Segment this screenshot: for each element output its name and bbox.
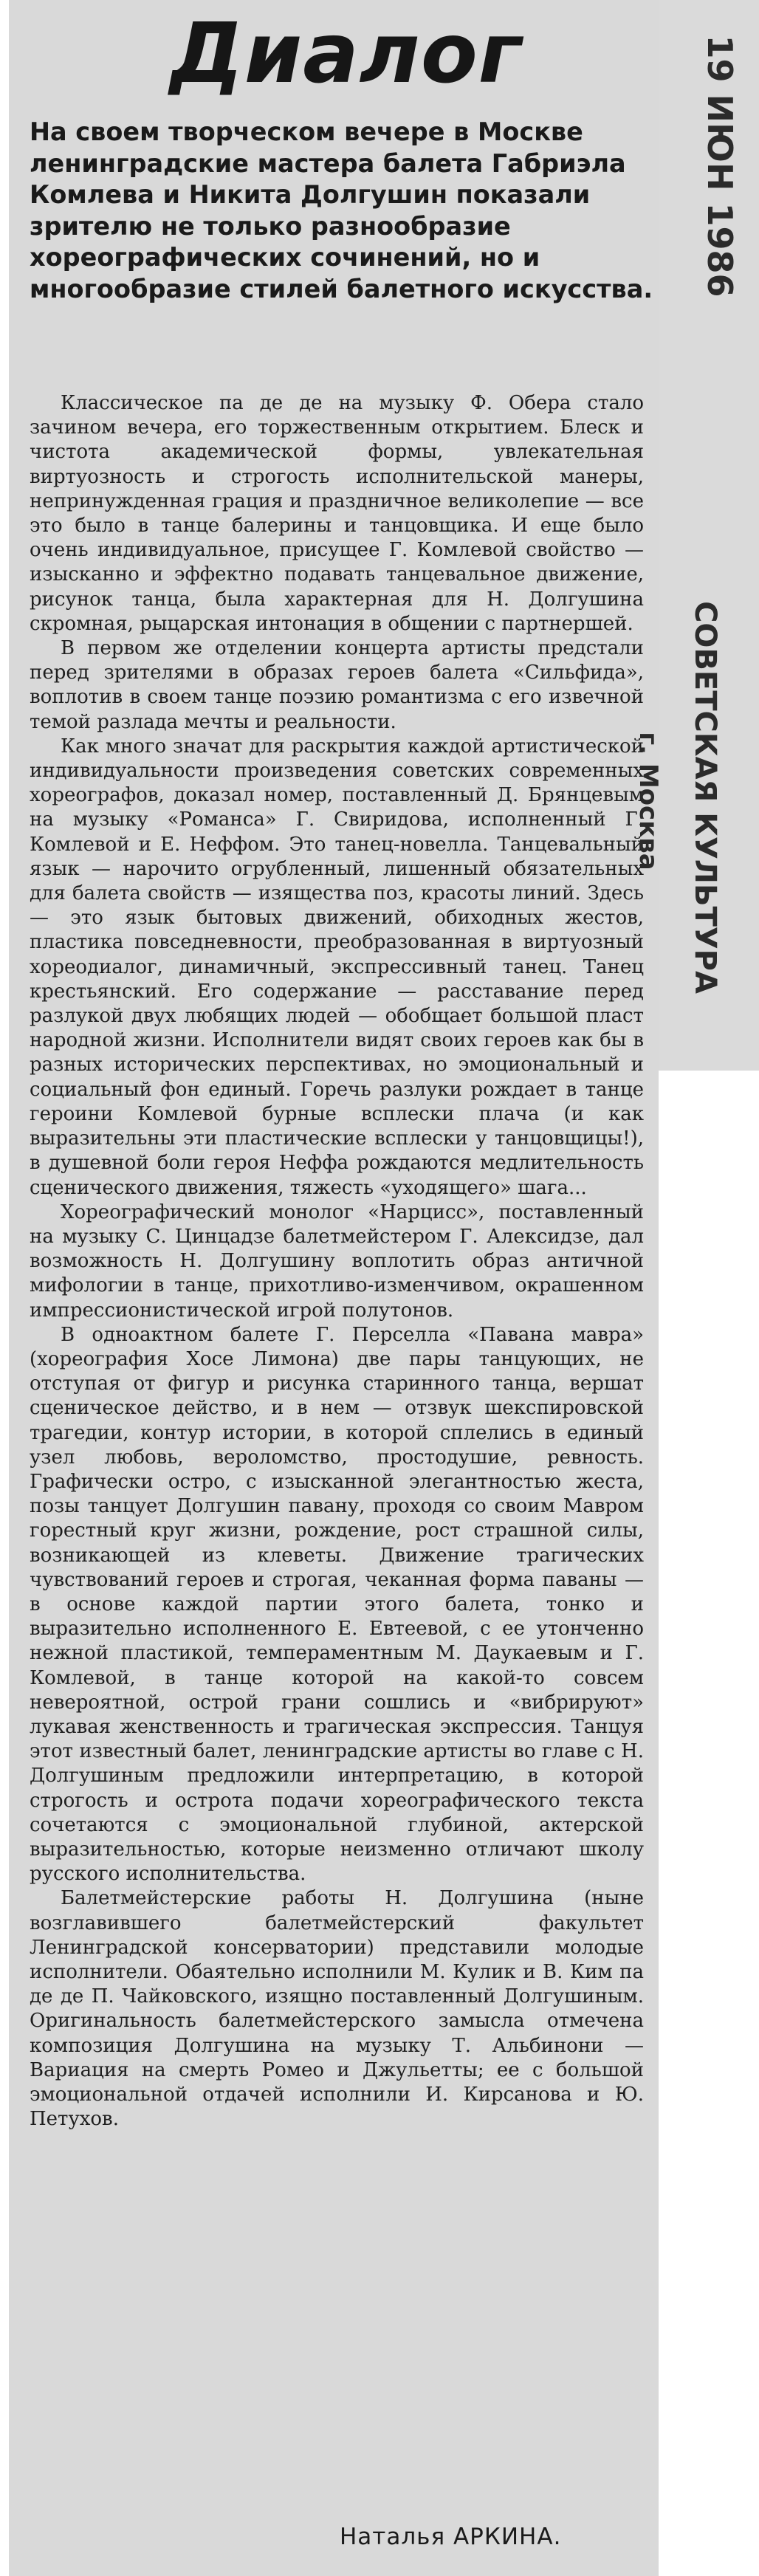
paragraph: Хореографический монолог «Нарцисс», поставленный на музыку С. Цинцадзе балетмейстером Г. Алексидзе, дал возможность Н. Долгушину воплотить образ античной мифологии в танце, прихотливо-изменчивом, окрашенном импрессионистической игрой полутонов. (30, 1201, 644, 1322)
city-stamp: г. Москва (633, 732, 663, 870)
paragraph: Балетмейстерские работы Н. Долгушина (ныне возглавившего балетмейстерский факультет Ленинградской консерватории) представили молодые исполнители. Обаятельно исполнили М. Кулик и В. Ким па де де П. Чайковского, изящно поставленный Долгушиным. Оригинальность балетмейстерского замысла отмечена композиция Долгушина на музыку Т. Альбинони — Вариация на смерть Ромео и Джульетты; ее с большой эмоциональной отдачей исполнили И. Кирсанова и Ю. Петухов. (30, 1887, 644, 2131)
paragraph: Классическое па де де на музыку Ф. Обера стало зачином вечера, его торжественным открытием. Блеск и чистота академической формы, увлекательная виртуозность и строгость исполнительской манеры, непринужденная грация и праздничное великолепие — все это было в танце балерины и танцовщика. И еще было очень индивидуальное, присущее Г. Комлевой свойство — изысканно и эффектно подавать танцевальное движение, рисунок танца, была характерная для Н. Долгушина скромная, рыцарская интонация в общении с партнершей. (30, 392, 644, 635)
date-stamp: 19 ИЮН 1986 (700, 35, 740, 298)
paragraph: В первом же отделении концерта артисты предстали перед зрителями в образах героев балета «Сильфида», воплотив в своем танце поэзию романтизма с его извечной темой разлада мечты и реальности. (30, 637, 644, 733)
article-body (30, 391, 644, 2132)
article-title: Диалог (170, 6, 523, 102)
article-lead: На своем творческом вечере в Москве ленинградские мастера балета Габриэла Комлева и Никита Долгушин показали зрителю не только разнообразие хореографических сочинений, но и многообразие стилей балетного искусства. (30, 117, 653, 303)
author-signature: Наталья АРКИНА. (340, 2524, 562, 2550)
paragraph: В одноактном балете Г. Перселла «Павана мавра» (хореография Хосе Лимона) две пары танцующих, не отступая от фигур и рисунка старинного танца, вершат сценическое действо, и в нем — отзвук шекспировской трагедии, контур истории, в которой сплелись в единый узел любовь, вероломство, простодушие, ревность. Графически остро, с изысканной элегантностью жеста, позы танцует Долгушин павану, проходя со своим Мавром горестный круг жизни, рождение, рост страшной силы, возникающей из клеветы. Движение трагических чувствований героев и строгая, чеканная форма паваны — в основе каждой партии этого балета, тонко и выразительно исполненного Е. Евтеевой, с ее утонченно нежной пластикой, темпераментным М. Даукаевым и Г. Комлевой, в танце которой на какой-то совсем невероятной, острой грани сошлись и «вибрируют» лукавая женственность и трагическая экспрессия. Танцуя этот известный балет, ленинградские артисты во главе с Н. Долгушиным предложили интерпретацию, в которой строгость и острота подачи хореографического текста сочетаются с эмоциональной глубиной, актерской выразительностью, которые неизменно отличают школу русского исполнительства. (30, 1323, 644, 1886)
newspaper-stamp: СОВЕТСКАЯ КУЛЬТУРА (688, 601, 722, 994)
paragraph: Как много значат для раскрытия каждой артистической индивидуальности произведения советских современных хореографов, доказал номер, поставленный Д. Брянцевым на музыку «Романса» Г. Свиридова, исполненный Г. Комлевой и Е. Неффом. Это танец-новелла. Танцевальный язык — нарочито огрубленный, лишенный обязательных для балета свойств — изящества поз, красоты линий. Здесь — это язык бытовых движений, обиходных жестов, пластика повседневности, преобразованная в виртуозный хореодиалог, динамичный, экспрессивный танец. Танец крестьянский. Его содержание — расставание перед разлукой двух любящих людей — обобщает большой пласт народной жизни. Исполнители видят своих героев как бы в разных исторических перспективах, но эмоциональный и социальный фон единый. Горечь разлуки рождает в танце героини Комлевой бурные всплески плача (и как выразительны эти пластические всплески у танцовщицы!), в душевной боли героя Неффа рождаются медлительность сценического движения, тяжесть «уходящего» шага... (30, 735, 644, 1199)
